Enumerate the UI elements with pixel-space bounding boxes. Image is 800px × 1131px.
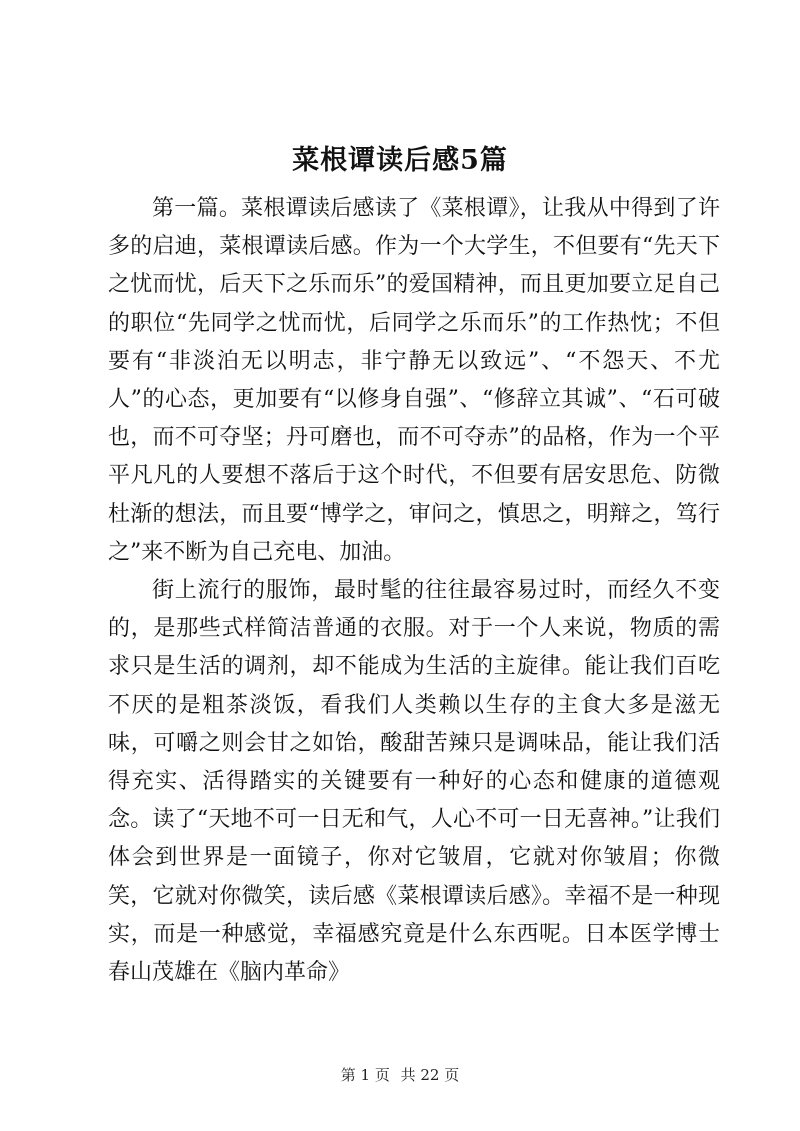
paragraph-2: 街上流行的服饰，最时髦的往往最容易过时，而经久不变的，是那些式样简洁普通的衣服。对于一个人来说，物质的需求只是生活的调剂，却不能成为生活的主旋律。能让我们百吃不厌的是粗茶淡饭，看我们人类赖以生存的主食大多是滋无味，可嚼之则会甘之如饴，酸甜苦辣只是调味品，能让我们活得充实、活得踏实的关键要有一种好的心态和健康的道德观念。读了“天地不可一日无和气，人心不可一日无喜神。”让我们体会到世界是一面镜子，你对它皱眉，它就对你皱眉；你微笑，它就对你微笑，读后感《菜根谭读后感》。幸福不是一种现实，而是一种感觉，幸福感究竟是什么东西呢。日本医学博士春山茂雄在《脑内革命》 — [108, 578, 720, 986]
paragraph-1: 第一篇。菜根谭读后感读了《菜根谭》，让我从中得到了许多的启迪，菜根谭读后感。作为一个大学生，不但要有“先天下之忧而忧，后天下之乐而乐”的爱国精神，而且更加要立足自己的职位“先同学之忧而忧，后同学之乐而乐”的工作热忱；不但要有“非淡泊无以明志，非宁静无以致远”、“不怨天、不尤人”的心态，更加要有“以修身自强”、“修辞立其诚”、“石可破也，而不可夺坚；丹可磨也，而不可夺赤”的品格，作为一个平平凡凡的人要想不落后于这个时代，不但要有居安思危、防微杜渐的想法，而且要“博学之，审问之，慎思之，明辩之，笃行之”来不断为自己充电、加油。 — [108, 196, 720, 565]
document-title: 菜根谭读后感5篇 — [292, 145, 508, 176]
page-number: 第 1 页 — [340, 1066, 390, 1084]
page-total: 共 22 页 — [400, 1066, 460, 1084]
page-footer — [0, 1064, 800, 1085]
document-body — [108, 190, 720, 992]
